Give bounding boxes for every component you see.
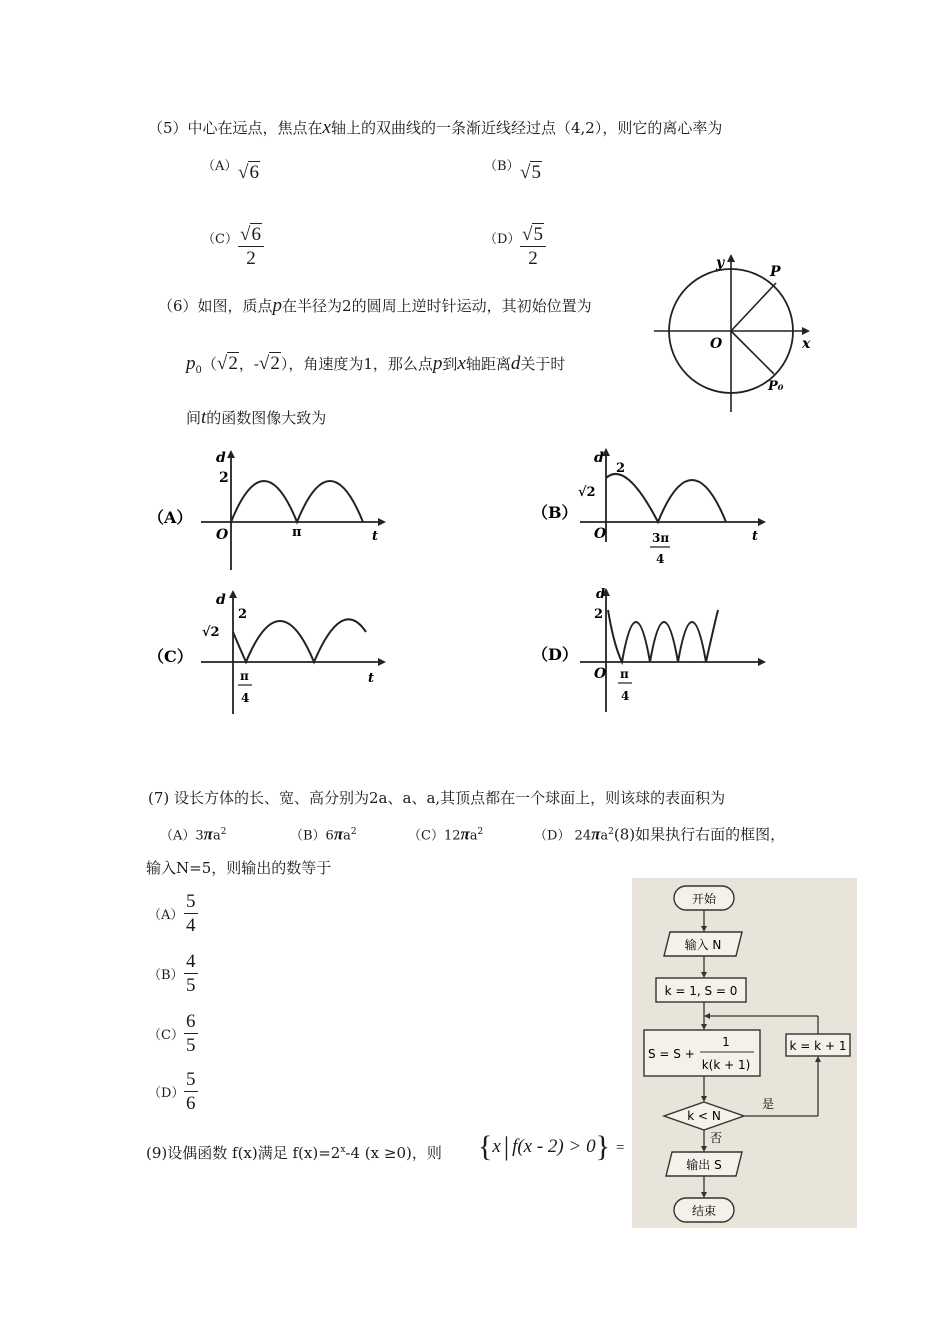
graph-b-xtick-den: 4: [656, 552, 665, 566]
flow-start-text: 开始: [691, 892, 717, 906]
graph-c-curve: [233, 619, 366, 662]
q6-graph-b: [530, 446, 770, 576]
flow-no-label: 否: [710, 1131, 723, 1145]
q5-option-c-label: （C）: [202, 232, 238, 247]
q7-option-d: （D） $24\pi a^2(8)$如果执行右面的框图，: [534, 824, 786, 844]
graph-c-xtick-den: 4: [241, 691, 250, 705]
q8-option-d-fraction: 5 6: [186, 1069, 196, 1114]
q6-circle-figure: [652, 250, 822, 415]
graph-d-ytick-2: 2: [594, 607, 604, 622]
flow-yes-label: 是: [762, 1097, 775, 1111]
q8-stem: 输入N=5，则输出的数等于: [146, 859, 332, 877]
flow-input-text: 输入 N: [684, 938, 722, 952]
q5-option-d-label: （D）: [484, 232, 521, 247]
q5-stem: （5）中心在远点，焦点在x轴上的双曲线的一条渐近线经过点（4,2），则它的离心率为: [148, 117, 723, 138]
q5-option-b-label: （B）: [484, 159, 520, 174]
graph-b-ytick-2: 2: [616, 461, 626, 476]
q5-option-a-value: √6: [238, 162, 259, 183]
graph-d-label: （D）: [532, 645, 578, 664]
q8-flowchart: [632, 878, 857, 1228]
graph-b-ytick-sqrt2: √2: [578, 485, 596, 500]
q7-option-a: $(A)3\pi a^2$: [160, 824, 227, 844]
flow-output-text: 输出 S: [686, 1158, 722, 1172]
flow-update-den: k(k + 1): [701, 1058, 751, 1072]
q8-option-c-fraction: 6 5: [186, 1011, 196, 1056]
q7-stem: (7) 设长方体的长、宽、高分别为2a、a、a,其顶点都在一个球面上，则该球的表面积为: [148, 789, 726, 807]
graph-b-xtick-num: 3π: [652, 531, 670, 545]
q6-graph-a: [146, 448, 386, 573]
q8-option-b-fraction: 4 5: [186, 951, 196, 996]
graph-d-axis-d: d: [596, 587, 606, 602]
q5-var-x: x: [322, 117, 331, 138]
graph-b-curve: [606, 474, 726, 522]
graph-a-axis-t: t: [372, 529, 379, 544]
graph-c-ytick-2: 2: [238, 607, 248, 622]
graph-b-axis-d: d: [594, 450, 604, 466]
q5-option-c-fraction: √6 2: [238, 224, 264, 269]
graph-c-label: （C）: [148, 647, 193, 666]
graph-b-origin: O: [594, 526, 607, 542]
q8-option-c-label: （C）: [148, 1028, 184, 1043]
graph-a-axis-d: d: [216, 450, 226, 466]
flow-condition-text: k < N: [687, 1109, 721, 1123]
radius-op0: [731, 331, 774, 374]
q6-graph-d: [530, 586, 770, 716]
graph-c-axis-t: t: [368, 671, 375, 686]
q8-option-b-label: （B）: [148, 968, 184, 983]
graph-c-xtick-num: π: [240, 669, 249, 683]
flow-update-lhs: S = S +: [648, 1047, 695, 1061]
q5-option-d-fraction: √5 2: [520, 224, 546, 269]
circle-label-origin: O: [710, 336, 723, 352]
graph-c-axis-d: d: [216, 592, 226, 608]
graph-d-xtick-num: π: [620, 667, 629, 681]
q9-set-expression: {x | f(x - 2) > 0} =: [478, 1130, 625, 1163]
graph-c-ytick-sqrt2: √2: [202, 625, 220, 640]
flow-increment-text: k = k + 1: [789, 1039, 847, 1053]
circle-label-p0: P₀: [768, 379, 784, 394]
graph-a-xtick-pi: π: [292, 525, 302, 540]
q8-option-d-label: （D）: [148, 1086, 185, 1101]
graph-a-curve: [231, 481, 363, 522]
graph-b-label: （B）: [532, 503, 578, 522]
q6-line-1: （6）如图，质点p在半径为2的圆周上逆时针运动，其初始位置为: [158, 295, 592, 316]
q6-graph-c: [146, 588, 386, 718]
circle-label-x: x: [802, 336, 811, 352]
flow-end-text: 结束: [691, 1204, 717, 1218]
graph-b-axis-t: t: [752, 529, 759, 544]
graph-a-label: （A）: [148, 508, 193, 527]
q7-option-c: $(C)12\pi a^2$: [408, 824, 484, 844]
graph-a-ytick-2: 2: [219, 470, 229, 486]
q5-option-b-value: √5: [520, 162, 541, 183]
flow-update-num: 1: [722, 1035, 730, 1049]
circle-label-y: y: [716, 255, 725, 271]
q8-option-a-fraction: 5 4: [186, 891, 196, 936]
q5-option-a-label: （A）: [202, 159, 238, 174]
q6-line-2: $p_0(√2$，-√2），角速度为1，那么点p到x轴距离d关于时: [186, 353, 566, 376]
q7-option-b: $(B)6\pi a^2$: [290, 824, 357, 844]
graph-d-curve: [608, 610, 718, 662]
q6-line-3: 间t的函数图像大致为: [186, 407, 327, 428]
q9-stem: (9)设偶函数 f(x)满足 $f(x)=2^x-4$ (x ≥0)，则: [146, 1144, 442, 1162]
graph-d-origin: O: [594, 666, 607, 682]
circle-label-p: P: [770, 264, 781, 280]
graph-d-xtick-den: 4: [621, 689, 630, 703]
flow-init-text: k = 1, S = 0: [664, 984, 738, 998]
graph-a-origin: O: [216, 527, 229, 543]
radius-op: [731, 283, 776, 331]
q8-option-a-label: （A）: [148, 908, 184, 923]
